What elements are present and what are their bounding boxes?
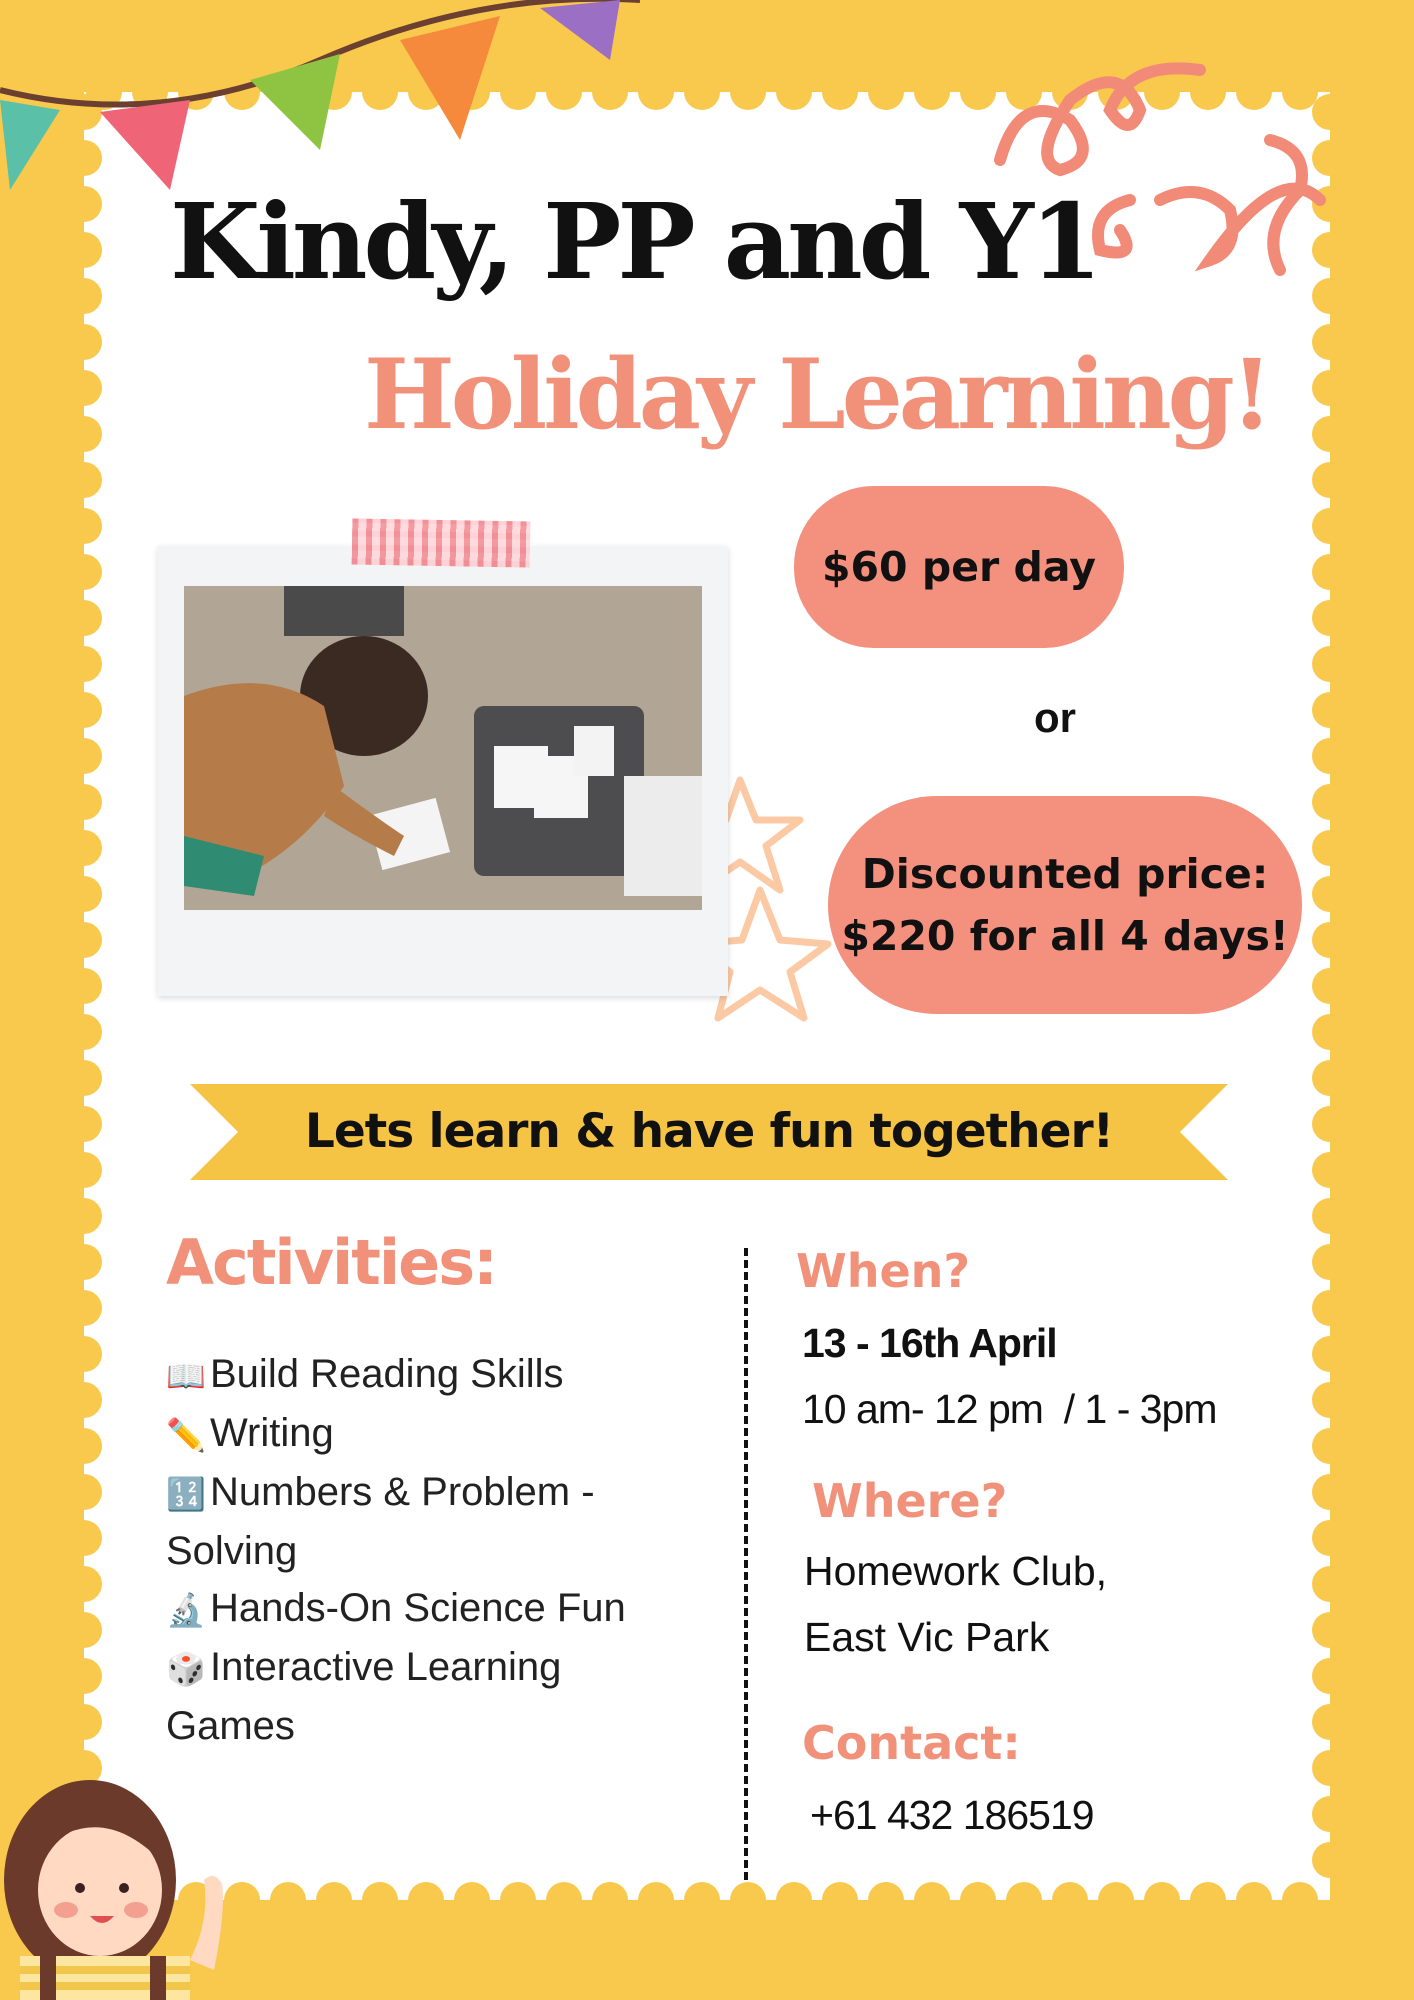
- title-line-2: Holiday Learning!: [364, 338, 1269, 451]
- dashed-divider: [744, 1248, 748, 1880]
- where-line-1: Homework Club,: [804, 1548, 1108, 1594]
- activity-label: Build Reading Skills: [210, 1352, 564, 1396]
- activity-label: Hands-On Science Fun: [210, 1586, 626, 1630]
- where-heading: Where?: [812, 1474, 1008, 1528]
- activity-label: Games: [166, 1704, 295, 1748]
- activity-item-continued: [166, 1698, 686, 1755]
- washi-tape: [352, 518, 531, 567]
- activities-list: [166, 1346, 686, 1755]
- pencil-icon: ✏️: [166, 1417, 206, 1453]
- girl-waving-illustration: [0, 1760, 260, 2000]
- where-line-2: East Vic Park: [804, 1614, 1050, 1660]
- activity-item-continued: [166, 1523, 686, 1580]
- child-learning-photo: [184, 586, 702, 910]
- activity-item: [166, 1464, 686, 1523]
- discount-line-2: $220 for all 4 days!: [841, 912, 1289, 960]
- banner-text: Lets learn & have fun together!: [304, 1104, 1114, 1159]
- activity-label: Numbers & Problem -: [210, 1470, 595, 1514]
- activity-label: Interactive Learning: [210, 1645, 562, 1689]
- discount-price-badge: [828, 796, 1302, 1014]
- open-book-icon: 📖: [166, 1358, 206, 1394]
- activity-item: [166, 1580, 686, 1639]
- activities-heading: Activities:: [166, 1226, 496, 1299]
- discount-line-1: Discounted price:: [861, 850, 1269, 898]
- when-heading: When?: [796, 1244, 971, 1298]
- dice-icon: 🎲: [166, 1651, 206, 1687]
- photo-frame: [158, 546, 728, 996]
- activity-label: Solving: [166, 1529, 298, 1573]
- contact-phone: +61 432 186519: [810, 1792, 1094, 1838]
- or-text: or: [1034, 694, 1076, 741]
- activity-item: [166, 1639, 686, 1698]
- microscope-icon: 🔬: [166, 1592, 206, 1628]
- price-per-day-badge: $60 per day: [794, 486, 1124, 648]
- when-dates: 13 - 16th April: [802, 1320, 1057, 1366]
- activity-label: Writing: [210, 1411, 334, 1455]
- activity-item: [166, 1405, 686, 1464]
- title-line-1: Kindy, PP and Y1: [170, 180, 1099, 303]
- contact-heading: Contact:: [802, 1716, 1021, 1770]
- activity-item: [166, 1346, 686, 1405]
- numbers-icon: 🔢: [166, 1476, 206, 1512]
- bunting-flags-icon: [0, 0, 640, 200]
- when-times: 10 am- 12 pm / 1 - 3pm: [802, 1386, 1217, 1432]
